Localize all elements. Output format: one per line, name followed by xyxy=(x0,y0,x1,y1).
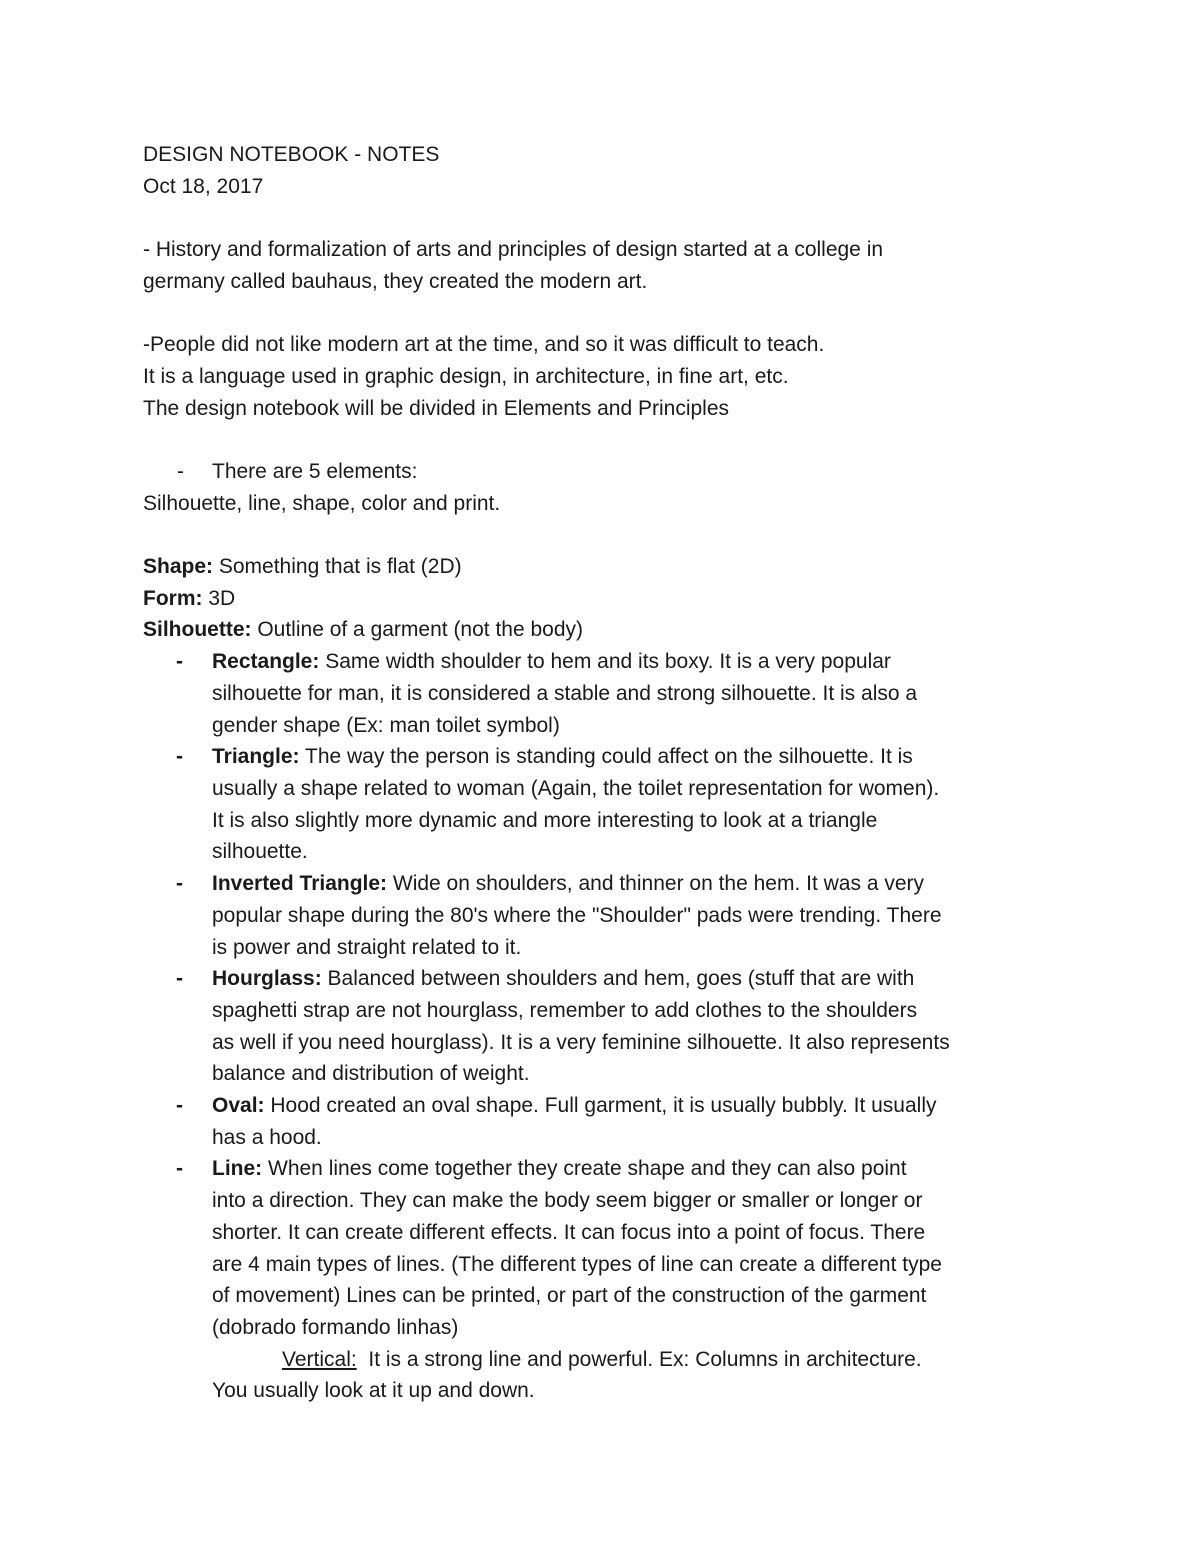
list-item-inverted-triangle xyxy=(143,868,1073,963)
list-item-oval xyxy=(143,1090,1073,1153)
notes-page xyxy=(143,139,1073,1407)
list-item-line: silhouette. xyxy=(212,840,308,864)
silhouette-list xyxy=(143,646,1073,1343)
definition-form xyxy=(143,583,1073,615)
spacer xyxy=(143,519,1073,551)
elements-count-item xyxy=(143,456,1073,488)
list-item-line: It is also slightly more dynamic and more interesting to look at a triangle xyxy=(212,808,878,832)
list-item-line: spaghetti strap are not hourglass, remember to add clothes to the shoulders xyxy=(212,998,918,1022)
list-item-line xyxy=(212,868,1073,900)
list-item-rectangle xyxy=(143,646,1073,741)
list-item-line: of movement) Lines can be printed, or part of the construction of the garment xyxy=(212,1284,927,1308)
list-item-term: Inverted Triangle: xyxy=(212,872,388,896)
list-item-line xyxy=(212,646,1073,678)
list-item-line: silhouette for man, it is considered a stable and strong silhouette. It is also a xyxy=(212,681,918,705)
list-item-line: balance and distribution of weight. xyxy=(212,1062,530,1086)
intro-paragraph-2-line-2: It is a language used in graphic design, in architecture, in fine art, etc. xyxy=(143,364,789,388)
list-item-text: The way the person is standing could affect on the silhouette. It is xyxy=(299,745,913,769)
list-item-triangle xyxy=(143,741,1073,868)
list-item-line: (dobrado formando linhas) xyxy=(212,1315,459,1339)
bullet-mark: - xyxy=(176,1157,183,1181)
bullet-mark: - xyxy=(176,745,183,769)
list-item-line: is power and straight related to it. xyxy=(212,935,522,959)
list-item-term: Triangle: xyxy=(212,745,300,769)
list-item-text: When lines come together they create shape and they can also point xyxy=(262,1157,907,1181)
vertical-line-type xyxy=(143,1344,1073,1376)
definition-term: Silhouette: xyxy=(143,618,252,642)
intro-paragraph-1-line-1: - History and formalization of arts and principles of design started at a college in xyxy=(143,238,884,262)
spacer xyxy=(143,202,1073,234)
bullet-mark: - xyxy=(176,967,183,991)
spacer xyxy=(143,424,1073,456)
list-item-line xyxy=(212,963,1073,995)
definition-term: Shape: xyxy=(143,555,214,579)
spacer xyxy=(143,298,1073,330)
page-title: DESIGN NOTEBOOK - NOTES xyxy=(143,143,440,166)
dash-mark: - xyxy=(177,459,184,483)
list-item-term: Rectangle: xyxy=(212,650,320,674)
list-item-line: gender shape (Ex: man toilet symbol) xyxy=(212,713,560,737)
definition-text: Something that is flat (2D) xyxy=(213,555,462,579)
list-item-line: usually a shape related to woman (Again, the toilet representation for women). xyxy=(212,777,940,800)
list-item-text: Balanced between shoulders and hem, goes (stuff that are with xyxy=(321,967,915,991)
definition-silhouette xyxy=(143,614,1073,646)
bullet-mark: - xyxy=(176,1094,183,1118)
definition-shape xyxy=(143,551,1073,583)
list-item-line xyxy=(212,741,1073,773)
list-item-line: are 4 main types of lines. (The different types of line can create a different type xyxy=(212,1252,942,1276)
list-item-line xyxy=(212,1153,1073,1185)
list-item-text: Hood created an oval shape. Full garment, it is usually bubbly. It usually xyxy=(264,1094,937,1118)
bullet-mark: - xyxy=(176,872,183,896)
vertical-text: It is a strong line and powerful. Ex: Columns in architecture. xyxy=(356,1347,922,1371)
list-item-line: into a direction. They can make the body seem bigger or smaller or longer or xyxy=(212,1189,923,1213)
list-item-line: has a hood. xyxy=(212,1125,322,1149)
list-item-line: as well if you need hourglass). It is a very feminine silhouette. It also represents xyxy=(212,1030,950,1054)
intro-paragraph-1-line-2: germany called bauhaus, they created the modern art. xyxy=(143,269,648,293)
list-item-line-element xyxy=(143,1153,1073,1343)
list-item-text: Wide on shoulders, and thinner on the hem. It was a very xyxy=(387,872,925,896)
vertical-line-type-continued: You usually look at it up and down. xyxy=(212,1379,535,1403)
elements-count-text: There are 5 elements: xyxy=(212,459,418,483)
page-date: Oct 18, 2017 xyxy=(143,174,264,198)
list-item-line: shorter. It can create different effects. It can focus into a point of focus. There xyxy=(212,1220,926,1244)
definition-text: 3D xyxy=(202,586,236,610)
vertical-label: Vertical: xyxy=(282,1347,357,1371)
list-item-line: popular shape during the 80's where the "Shoulder" pads were trending. There xyxy=(212,903,942,927)
list-item-term: Oval: xyxy=(212,1094,265,1118)
bullet-mark: - xyxy=(176,650,183,674)
list-item-text: Same width shoulder to hem and its boxy. It is a very popular xyxy=(319,650,891,674)
definition-text: Outline of a garment (not the body) xyxy=(251,618,584,642)
list-item-term: Line: xyxy=(212,1157,263,1181)
list-item-term: Hourglass: xyxy=(212,967,322,991)
intro-paragraph-2-line-3: The design notebook will be divided in Elements and Principles xyxy=(143,396,730,420)
elements-list-text: Silhouette, line, shape, color and print. xyxy=(143,491,501,515)
definition-term: Form: xyxy=(143,586,203,610)
intro-paragraph-2-line-1: -People did not like modern art at the time, and so it was difficult to teach. xyxy=(143,333,825,357)
list-item-line xyxy=(212,1090,1073,1122)
list-item-hourglass xyxy=(143,963,1073,1090)
